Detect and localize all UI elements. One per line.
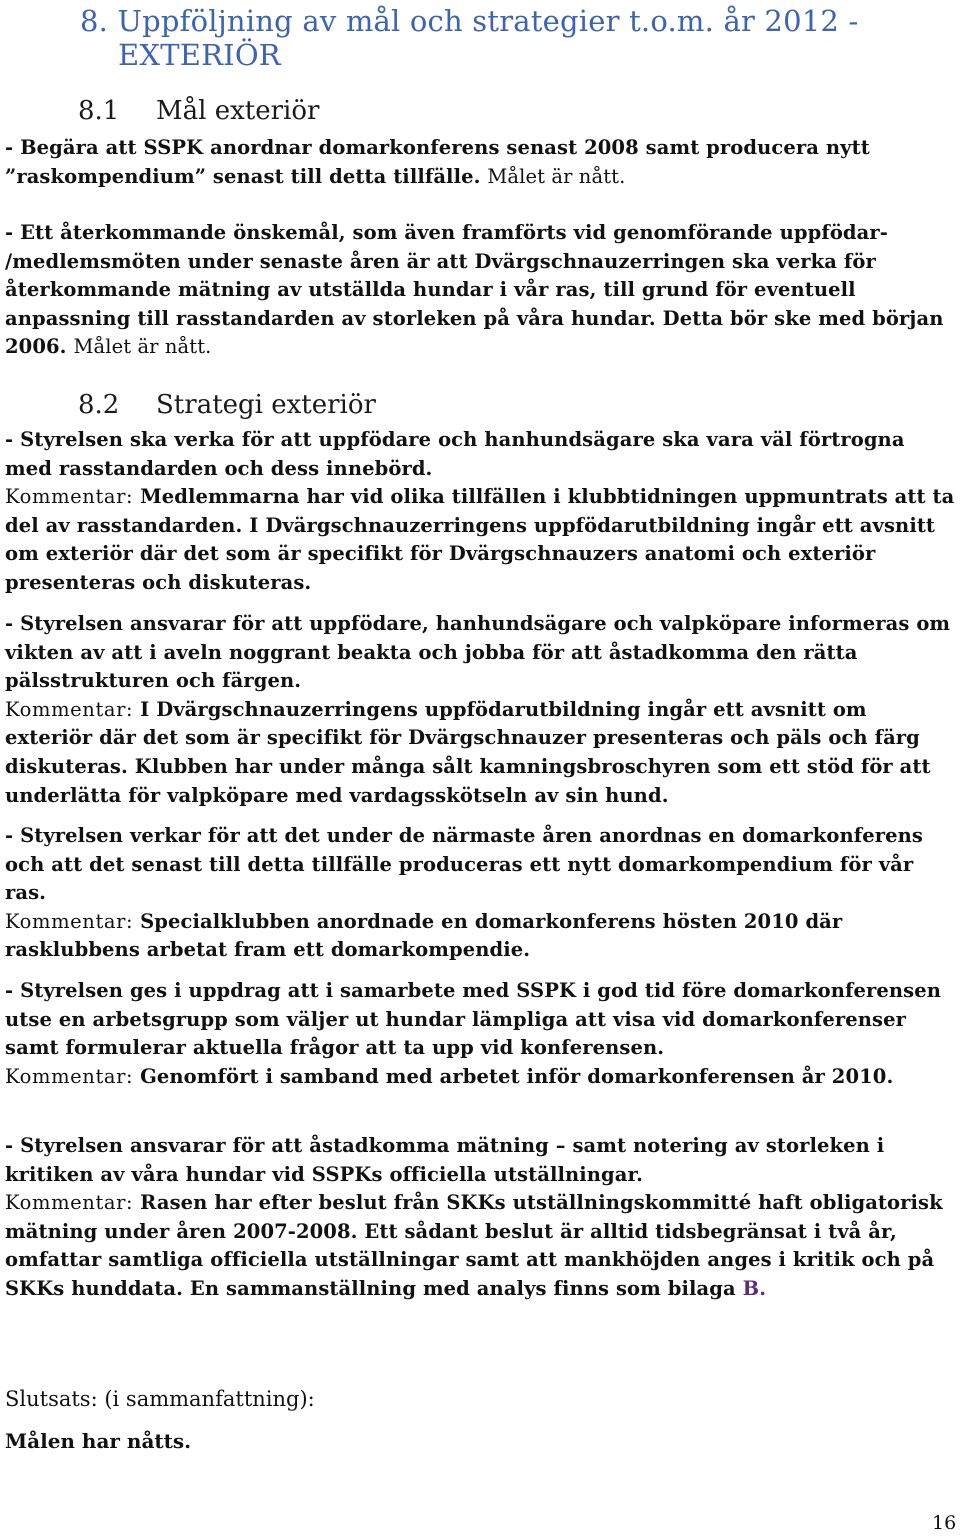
strategi-item-2 [5, 610, 957, 810]
comment-label: Kommentar: [5, 909, 134, 933]
strategi-item-3 [5, 822, 957, 965]
comment-label: Kommentar: [5, 485, 134, 509]
comment-label: Kommentar: [5, 697, 134, 721]
section-title: Mål exteriör [156, 96, 320, 126]
strategi-item-1 [5, 426, 957, 598]
comment-text: Medlemmarna har vid olika tillfällen i klubbtidningen uppmuntrats att ta del av rasstandarden. I Dvärgschnauzerringens uppfödarutbildning ingår ett avsnitt om exteriör där det som är specifikt för Dvärgschnauzers anatomi och exteriör presenteras och diskuteras. [5, 485, 955, 594]
mal-item-text: - Begära att SSPK anordnar domarkonferens senast 2008 samt producera nytt ”raskompendium” senast till detta tillfälle. [5, 136, 870, 188]
comment-text: Genomfört i samband med arbetet inför domarkonferensen år 2010. [140, 1064, 894, 1088]
section-title: Strategi exteriör [156, 390, 376, 420]
comment-label: Kommentar: [5, 1064, 134, 1088]
strategi-item-text: - Styrelsen ges i uppdrag att i samarbete med SSPK i god tid före domarkonferensen utse en arbetsgrupp som väljer ut hundar lämpliga att visa vid domarkonferenser samt formulerar aktuella frågor att ta upp vid konferensen. [5, 979, 942, 1060]
chapter-heading [80, 4, 940, 72]
page-number: 16 [932, 1512, 957, 1534]
goal-status: Målet är nått. [487, 164, 626, 188]
comment-text: Specialklubben anordnade en domarkonferens hösten 2010 där rasklubbens arbetat fram ett domarkompendie. [5, 909, 843, 962]
appendix-reference: B. [742, 1276, 767, 1300]
section-number: 8.1 [78, 96, 120, 126]
section-heading-strategi [78, 390, 376, 420]
strategi-item-4 [5, 977, 957, 1091]
section-heading-mal [78, 96, 319, 126]
strategi-item-text: - Styrelsen ansvarar för att åstadkomma mätning – samt notering av storleken i kritiken av våra hundar vid SSPKs officiella utställningar. [5, 1134, 885, 1186]
goal-status: Målet är nått. [73, 335, 212, 359]
chapter-heading-line1: 8. Uppföljning av mål och strategier t.o.m. år 2012 - [80, 4, 859, 38]
conclusion-text: Målen har nåtts. [5, 1429, 192, 1453]
section-number: 8.2 [78, 390, 120, 420]
conclusion-label: Slutsats: (i sammanfattning): [5, 1387, 315, 1411]
comment-text: Rasen har efter beslut från SKKs utställningskommitté haft obligatorisk mätning under åren 2007-2008. Ett sådant beslut är alltid tidsbegränsat i två år, omfattar samtliga officiella utställningar samt att mankhöjden anges i kritik och på SKKs hunddata. En sammanställning med analys finns som bilaga [5, 1191, 943, 1300]
strategi-item-5 [5, 1132, 957, 1304]
mal-item-1 [5, 134, 957, 191]
mal-item-text: - Ett återkommande önskemål, som även framförts vid genomförande uppfödar- /medlemsmöten under senaste åren är att Dvärgschnauzerringen ska verka för återkommande mätning av utställda hundar i vår ras, till grund för eventuell anpassning till rasstandarden av storleken på våra hundar. Detta bör ske med början 2006. [5, 221, 944, 359]
strategi-item-text: - Styrelsen ska verka för att uppfödare och hanhundsägare ska vara väl förtrogna med rasstandarden och dess innebörd. [5, 428, 905, 480]
comment-label: Kommentar: [5, 1191, 134, 1215]
mal-item-2 [5, 219, 957, 362]
strategi-item-text: - Styrelsen verkar för att det under de närmaste åren anordnas en domarkonferens och att det senast till detta tillfälle produceras ett nytt domarkompendium för vår ras. [5, 824, 923, 905]
comment-text: I Dvärgschnauzerringens uppfödarutbildning ingår ett avsnitt om exteriör där det som är specifikt för Dvärgschnauzer presenteras och päls och färg diskuteras. Klubben har under många sålt kamningsbroschyren som ett stöd för att underlätta för valpköpare med vardagsskötseln av sin hund. [5, 697, 931, 807]
strategi-item-text: - Styrelsen ansvarar för att uppfödare, hanhundsägare och valpköpare informeras om vikten av att i aveln noggrant beakta och jobba för att åstadkomma den rätta pälsstrukturen och färgen. [5, 612, 951, 693]
chapter-heading-line2: EXTERIÖR [118, 38, 281, 72]
